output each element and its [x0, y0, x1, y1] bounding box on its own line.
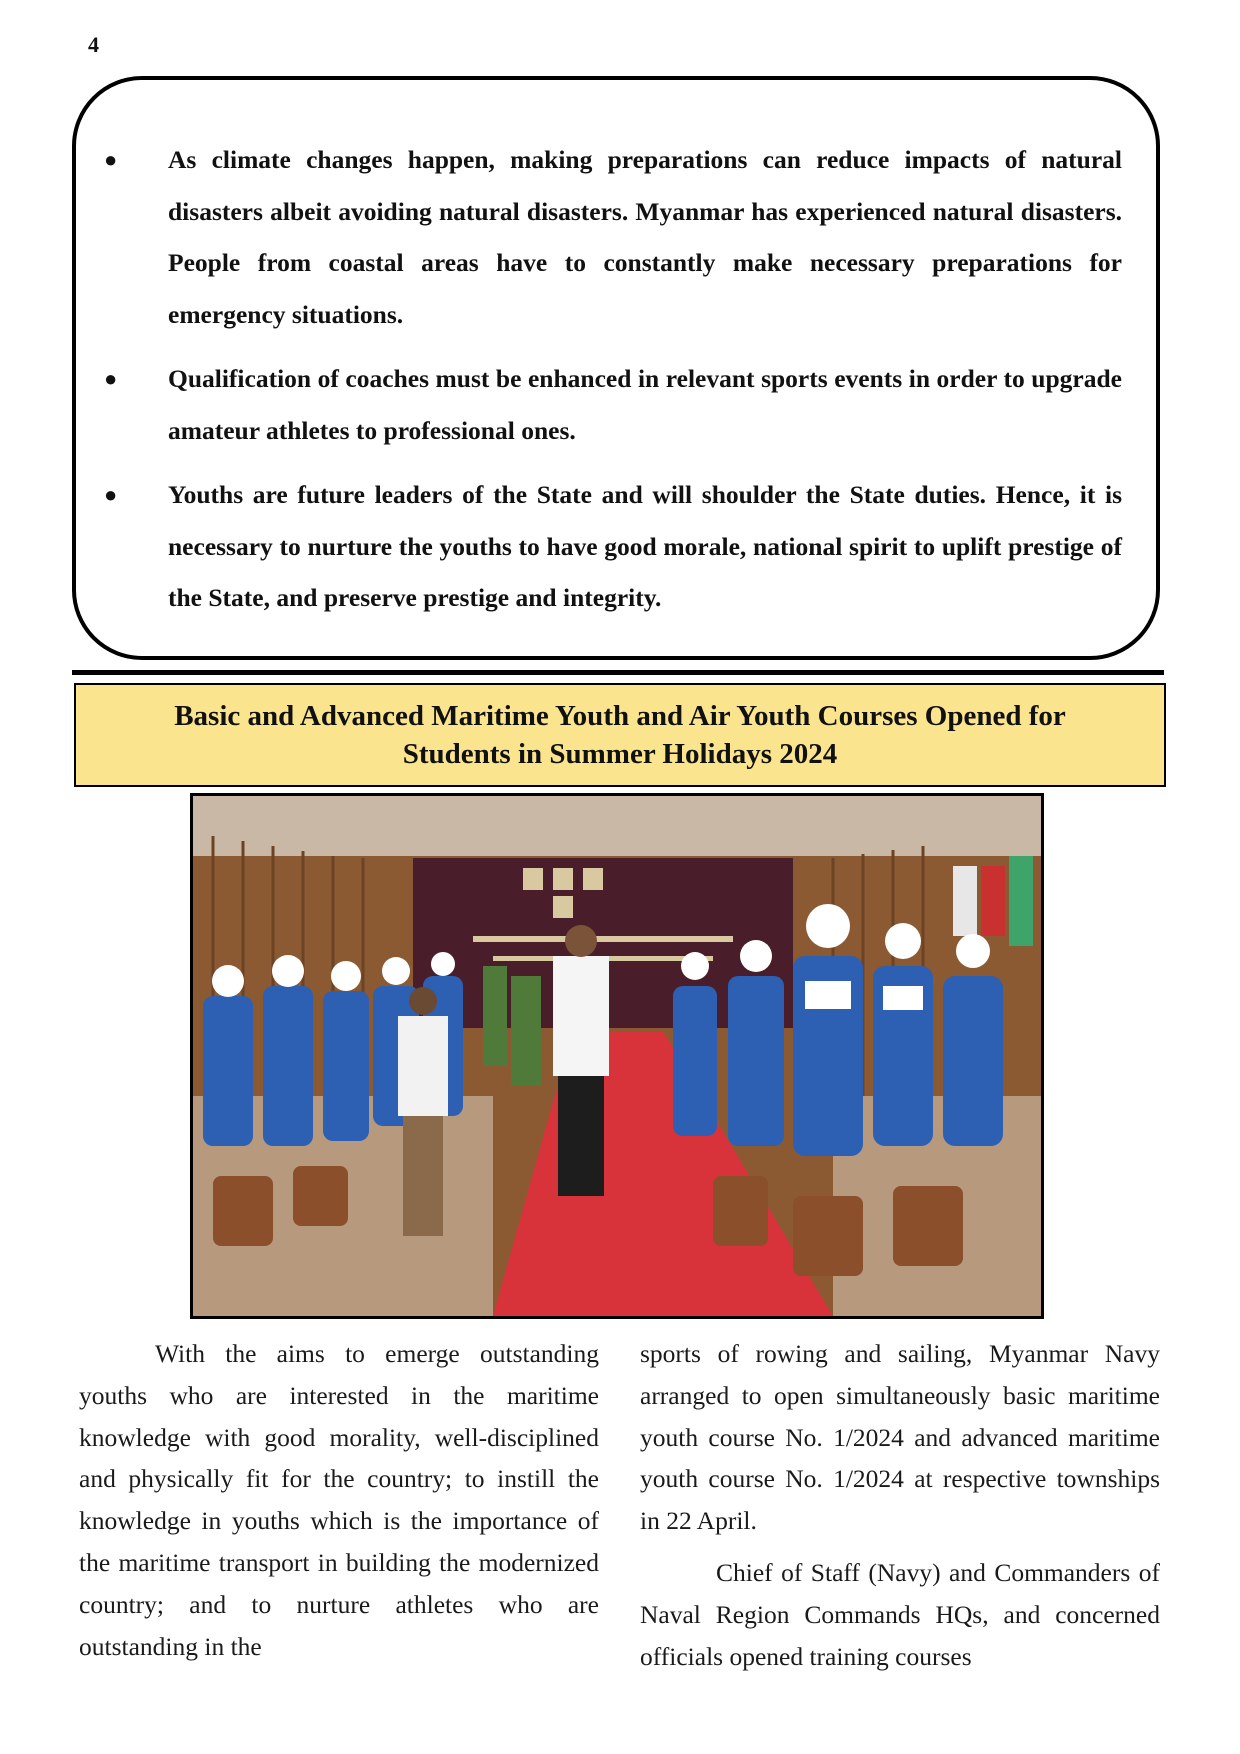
bullet-text: Youths are future leaders of the State and will shoulder the State duties. Hence, it is necessary to nurture the youths to have good morale, national spirit to uplift prestige of the State, and preserve prestige and integrity.: [168, 480, 1122, 612]
page-number: 4: [88, 32, 99, 57]
bullet-text: Qualification of coaches must be enhanced in relevant sports events in order to upgrade amateur athletes to professional ones.: [168, 364, 1122, 445]
article-paragraph: Chief of Staff (Navy) and Commanders of Naval Region Commands HQs, and concerned officials opened training courses: [640, 1557, 1160, 1671]
bullet-dot-icon: ●: [104, 147, 118, 172]
bullet-dot-icon: ●: [104, 482, 118, 507]
section-divider: [72, 670, 1164, 675]
article-paragraph: sports of rowing and sailing, Myanmar Navy arranged to open simultaneously basic maritime youth course No. 1/2024 and advanced maritime youth course No. 1/2024 at respective townships in 22 April.: [640, 1339, 1160, 1536]
article-paragraph: With the aims to emerge outstanding youths who are interested in the maritime knowledge with good morality, well-disciplined and physically fit for the country; to instill the knowledge in youths which is the importance of the maritime transport in building the modernized country; and to nurture athletes who are outstanding in the: [79, 1339, 599, 1661]
bullet-item: [104, 469, 1122, 624]
article-column-left: [79, 1333, 599, 1677]
article-headline: [130, 697, 1110, 773]
bullet-item: [104, 134, 1122, 340]
article-column-right: [640, 1333, 1160, 1687]
article-headline-box: [74, 683, 1166, 787]
bullet-dot-icon: ●: [104, 366, 118, 391]
ceremony-photo-icon: [193, 796, 1041, 1316]
headline-line-1: Basic and Advanced Maritime Youth and Air Youth Courses Opened for: [174, 700, 1066, 732]
headline-line-2: Students in Summer Holidays 2024: [402, 738, 838, 770]
key-points-list: [104, 134, 1122, 637]
article-photo: [190, 793, 1044, 1319]
key-points-box: [72, 76, 1160, 660]
bullet-item: [104, 353, 1122, 456]
bullet-text: As climate changes happen, making preparations can reduce impacts of natural disasters albeit avoiding natural disasters. Myanmar has experienced natural disasters. People from coastal areas have to constantly make necessary preparations for emergency situations.: [168, 145, 1122, 329]
